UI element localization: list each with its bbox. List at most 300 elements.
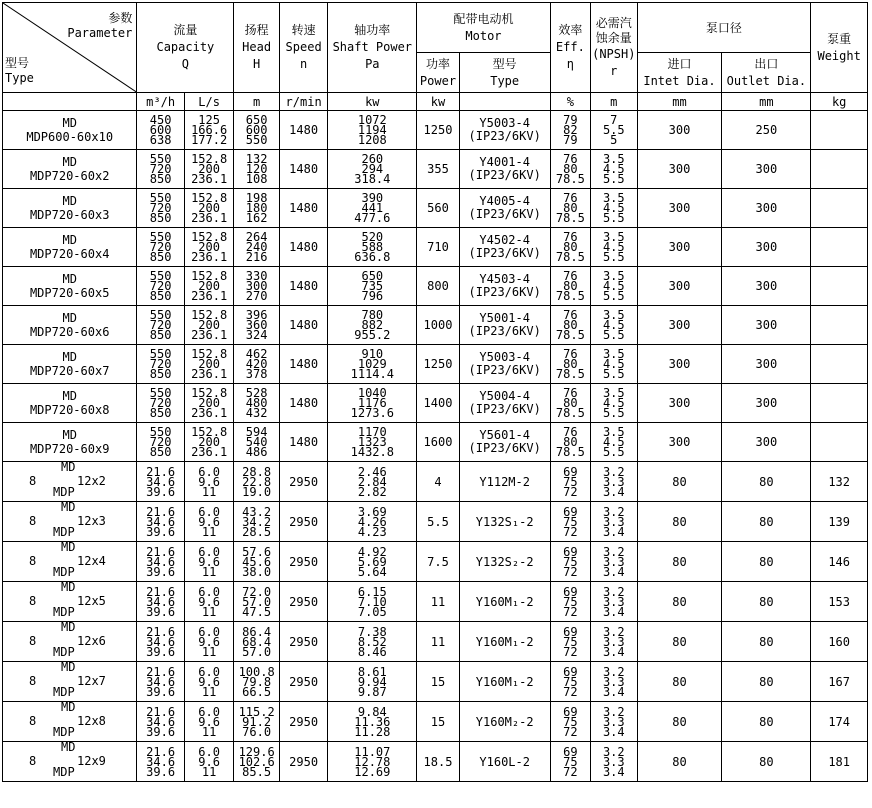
speed-cell: 2950 (279, 462, 328, 502)
speed-cell: 1480 (279, 189, 328, 228)
q1-cell-value: 21.6 (146, 664, 176, 679)
speed-cell: 2950 (279, 502, 328, 542)
weight-cell: 153 (811, 582, 868, 622)
model-cell (3, 423, 137, 462)
speed-sym: n (299, 57, 308, 71)
power-cell: 1000 (417, 306, 459, 345)
motor-type: Y4001-4 (479, 155, 530, 169)
shaft-cell-value: 4.92 (357, 544, 387, 559)
head-cell (234, 189, 279, 228)
eff-cell-value: 75 (563, 754, 578, 769)
q2-cell (184, 622, 234, 662)
q1-cell (137, 345, 184, 384)
head-cell-value: 45.6 (242, 554, 272, 569)
q1-cell (137, 502, 184, 542)
shaft-cell-value: 520 (361, 230, 384, 244)
npsh-cell-value: 5.5 (602, 445, 625, 459)
q1-cell-value: 39.6 (146, 684, 176, 699)
model-size: 12x2 (77, 474, 106, 488)
eff-cell-value: 78.5 (555, 172, 585, 186)
shaft-cell-value: 5.69 (357, 554, 387, 569)
head-cell (234, 622, 279, 662)
eff-cell-value: 69 (563, 504, 578, 519)
shaft-cell-value: 1170 (357, 425, 387, 439)
shaft-cell-value: 5.64 (357, 564, 387, 579)
outlet-cn: 出口 (754, 56, 779, 71)
motor-type: Y4503-4 (479, 272, 530, 286)
q2-cell (184, 189, 234, 228)
head-cell (234, 306, 279, 345)
motor-type-cell (459, 345, 550, 384)
inlet-cell: 300 (637, 228, 722, 267)
q1-cell-value: 850 (149, 172, 172, 186)
q1-cell-value: 550 (149, 152, 172, 166)
model-name: MDP720-60x2 (29, 169, 110, 183)
q2-cell-value: 152.8 (191, 152, 228, 166)
model-name: MDP720-60x4 (29, 247, 110, 261)
weight-cell: 139 (811, 502, 868, 542)
power-cell: 1600 (417, 423, 459, 462)
q1-cell-value: 39.6 (146, 484, 176, 499)
model-prefix: 8 (29, 634, 37, 648)
shaft-cell-value: 11.36 (354, 714, 391, 729)
model-size: 12x7 (77, 674, 106, 688)
q2-cell-value: 236.1 (191, 172, 228, 186)
inlet-header (637, 53, 722, 93)
motor-type-header (459, 53, 550, 93)
q2-cell-value: 6.0 (198, 464, 220, 479)
q2-cell-value: 9.6 (198, 474, 220, 489)
npsh-cell-value: 3.2 (602, 664, 625, 679)
model-cell (3, 702, 137, 742)
npsh-cell (591, 423, 637, 462)
shaft-cell-value: 1072 (357, 113, 387, 127)
model-cell (3, 502, 137, 542)
mtype-en: Type (490, 73, 520, 88)
q2-cell-value: 236.1 (191, 406, 228, 420)
model-name: MDP720-60x8 (29, 403, 110, 417)
q1-cell-value: 34.6 (146, 474, 176, 489)
q1-cell (137, 742, 184, 782)
head-cell-value: 120 (245, 162, 268, 176)
table-row (3, 345, 868, 384)
shaft-cell (328, 542, 417, 582)
eff-cell-value: 80 (563, 279, 578, 293)
model-size: 12x3 (77, 514, 106, 528)
npsh-cell (591, 228, 637, 267)
model-variant: MDP (53, 645, 75, 659)
npsh-cn: 必需汽蚀余量 (595, 15, 632, 45)
q1-cell-value: 550 (149, 230, 172, 244)
npsh-cell-value: 3.4 (602, 724, 625, 739)
eff-cell (550, 384, 590, 423)
model-name: MDP720-60x6 (29, 325, 110, 339)
npsh-cell (591, 742, 637, 782)
speed-cell: 1480 (279, 267, 328, 306)
weight-cell: 160 (811, 622, 868, 662)
shaft-cell (328, 702, 417, 742)
npsh-cell-value: 5.5 (602, 211, 625, 225)
q1-cell-value: 720 (149, 396, 172, 410)
head-cell-value: 38.0 (242, 564, 272, 579)
npsh-en: (NPSH) (592, 46, 636, 61)
model-series: MD (61, 461, 76, 474)
npsh-cell-value: 3.4 (602, 524, 625, 539)
q2-cell (184, 502, 234, 542)
motor-type-cell (459, 189, 550, 228)
q1-cell-value: 720 (149, 162, 172, 176)
model-size: 12x5 (77, 594, 106, 608)
npsh-cell (591, 462, 637, 502)
q1-cell-value: 21.6 (146, 504, 176, 519)
q2-cell-value: 236.1 (191, 211, 228, 225)
head-cell-value: 240 (245, 240, 268, 254)
npsh-cell-value: 4.5 (602, 201, 625, 215)
eff-cell-value: 76 (563, 191, 578, 205)
model-cn: 型号 (5, 56, 30, 70)
head-cell-value: 91.2 (242, 714, 272, 729)
model-cell (3, 384, 137, 423)
eff-cell (550, 228, 590, 267)
eff-cell-value: 76 (563, 425, 578, 439)
q1-cell (137, 306, 184, 345)
model-label (3, 582, 136, 621)
motor-type: Y5003-4 (479, 116, 530, 130)
model-series: MD (61, 541, 76, 554)
q2-cell-value: 200 (198, 162, 220, 176)
weight-cell (811, 384, 868, 423)
head-cell-value: 47.5 (242, 604, 272, 619)
npsh-cell-value: 3.2 (602, 744, 625, 759)
head-cell-value: 432 (245, 406, 268, 420)
q2-cell-value: 9.6 (198, 754, 220, 769)
weight-cell (811, 267, 868, 306)
npsh-cell-value: 7 (610, 113, 618, 127)
npsh-cell-value: 3.3 (602, 714, 625, 729)
power-cell: 18.5 (417, 742, 459, 782)
speed-cell: 1480 (279, 228, 328, 267)
head-cell-value: 180 (245, 201, 268, 215)
q1-cell (137, 662, 184, 702)
q2-cell-value: 9.6 (198, 554, 220, 569)
shaft-cell-value: 2.82 (357, 484, 387, 499)
inlet-cn: 进口 (667, 56, 692, 71)
model-variant: MDP (53, 725, 75, 739)
eff-cell-value: 82 (563, 123, 578, 137)
q1-cell (137, 111, 184, 150)
shaft-cell-value: 12.78 (354, 754, 391, 769)
q2-cell (184, 423, 234, 462)
q1-cell-value: 21.6 (146, 704, 176, 719)
shaft-cell (328, 502, 417, 542)
motor-type-cell: Y160M₂-2 (459, 702, 550, 742)
inlet-cell: 300 (637, 189, 722, 228)
q1-cell-value: 850 (149, 250, 172, 264)
model-prefix: 8 (29, 714, 37, 728)
shaft-cell-value: 780 (361, 308, 384, 322)
npsh-cell-value: 3.3 (602, 594, 625, 609)
inlet-en: Intet Dia. (643, 73, 716, 88)
npsh-cell-value: 5 (610, 133, 618, 147)
q1-cell (137, 622, 184, 662)
capacity-header (137, 3, 234, 93)
model-label (3, 662, 136, 701)
header-diagonal-cell (3, 3, 137, 93)
model-cell (3, 306, 137, 345)
model-prefix: 8 (29, 554, 37, 568)
npsh-cell (591, 384, 637, 423)
model-series: MD (62, 272, 77, 286)
head-cell-value: 108 (245, 172, 268, 186)
eff-cell (550, 502, 590, 542)
model-series: MD (62, 311, 77, 325)
outlet-en: Outlet Dia. (726, 73, 807, 88)
q2-cell-value: 236.1 (191, 250, 228, 264)
outlet-header (722, 53, 811, 93)
eff-cell-value: 69 (563, 664, 578, 679)
shaft-cell-value: 2.84 (357, 474, 387, 489)
outlet-cell: 250 (722, 111, 811, 150)
q1-cell-value: 21.6 (146, 624, 176, 639)
weight-cell (811, 345, 868, 384)
q1-cell-value: 39.6 (146, 764, 176, 779)
motor-protection: (IP23/6KV) (468, 168, 541, 182)
shaft-cell (328, 306, 417, 345)
model-label (3, 622, 136, 661)
motor-type-cell: Y160M₁-2 (459, 622, 550, 662)
head-cell (234, 423, 279, 462)
q2-cell-value: 152.8 (191, 386, 228, 400)
model-series: MD (62, 116, 77, 130)
model-name: MDP720-60x3 (29, 208, 110, 222)
inlet-cell: 300 (637, 345, 722, 384)
head-cell-value: 72.0 (242, 584, 272, 599)
speed-cell: 1480 (279, 423, 328, 462)
q2-cell (184, 742, 234, 782)
model-cell (3, 267, 137, 306)
eff-cell-value: 75 (563, 634, 578, 649)
capacity-en: Capacity (156, 40, 215, 54)
eff-cell-value: 76 (563, 152, 578, 166)
shaft-cell-value: 1323 (357, 435, 387, 449)
shaft-cell-value: 477.6 (354, 211, 391, 225)
npsh-cell-value: 3.2 (602, 544, 625, 559)
q2-cell (184, 702, 234, 742)
eff-cell-value: 72 (563, 564, 578, 579)
model-size: 12x8 (77, 714, 106, 728)
head-cell (234, 150, 279, 189)
q1-cell (137, 384, 184, 423)
model-variant: MDP (53, 605, 75, 619)
q1-cell-value: 720 (149, 357, 172, 371)
eff-sym: η (566, 57, 574, 71)
q2-cell-value: 200 (198, 240, 220, 254)
eff-cell-value: 75 (563, 714, 578, 729)
npsh-cell-value: 3.5 (602, 347, 625, 361)
eff-cell-value: 78.5 (555, 406, 585, 420)
weight-cell: 132 (811, 462, 868, 502)
motor-type-cell (459, 306, 550, 345)
shaft-cell-value: 8.52 (357, 634, 387, 649)
outlet-cell: 80 (722, 702, 811, 742)
head-cell-value: 79.8 (242, 674, 272, 689)
motor-type-cell (459, 150, 550, 189)
table-row (3, 742, 868, 782)
eff-cell-value: 72 (563, 644, 578, 659)
eff-cell-value: 75 (563, 674, 578, 689)
q2-cell (184, 267, 234, 306)
head-cell-value: 57.6 (242, 544, 272, 559)
model-cell (3, 150, 137, 189)
shaft-cell-value: 796 (361, 289, 384, 303)
npsh-cell-value: 3.4 (602, 604, 625, 619)
model-series: MD (61, 701, 76, 714)
npsh-cell (591, 702, 637, 742)
q2-cell-value: 152.8 (191, 269, 228, 283)
npsh-cell-value: 4.5 (602, 318, 625, 332)
eff-cell-value: 78.5 (555, 211, 585, 225)
inlet-cell: 80 (637, 662, 722, 702)
head-cell-value: 270 (245, 289, 268, 303)
shaft-cell (328, 384, 417, 423)
npsh-cell-value: 3.5 (602, 386, 625, 400)
head-cell-value: 66.5 (242, 684, 272, 699)
inlet-cell: 80 (637, 622, 722, 662)
table-row (3, 228, 868, 267)
npsh-cell (591, 502, 637, 542)
head-cell-value: 85.5 (242, 764, 272, 779)
npsh-cell-value: 3.3 (602, 674, 625, 689)
model-cell (3, 111, 137, 150)
unit-head: m (234, 93, 279, 111)
head-cell-value: 28.5 (242, 524, 272, 539)
eff-cell-value: 79 (563, 113, 578, 127)
q1-cell-value: 850 (149, 328, 172, 342)
shaft-cell-value: 1029 (357, 357, 387, 371)
q1-cell-value: 850 (149, 367, 172, 381)
model-prefix: 8 (29, 594, 37, 608)
model-cell (3, 189, 137, 228)
eff-cell-value: 75 (563, 594, 578, 609)
shaft-cell-value: 11.07 (354, 744, 391, 759)
inlet-cell: 80 (637, 742, 722, 782)
outlet-cell: 300 (722, 228, 811, 267)
motor-type: Y5601-4 (479, 428, 530, 442)
head-cell (234, 111, 279, 150)
eff-cell (550, 582, 590, 622)
npsh-cell-value: 3.4 (602, 644, 625, 659)
head-cell-value: 28.8 (242, 464, 272, 479)
inlet-cell: 300 (637, 306, 722, 345)
eff-cell-value: 80 (563, 318, 578, 332)
unit-shaft: kw (328, 93, 417, 111)
model-name: MDP720-60x9 (29, 442, 110, 456)
model-size: 12x4 (77, 554, 106, 568)
outlet-cell: 80 (722, 542, 811, 582)
q2-cell (184, 542, 234, 582)
model-series: MD (62, 155, 77, 169)
npsh-cell-value: 3.3 (602, 514, 625, 529)
npsh-cell-value: 3.2 (602, 464, 625, 479)
model-series: MD (62, 233, 77, 247)
q1-cell (137, 542, 184, 582)
shaft-en: Shaft Power (332, 40, 413, 54)
inlet-cell: 300 (637, 384, 722, 423)
eff-cell-value: 69 (563, 584, 578, 599)
outlet-cell: 80 (722, 662, 811, 702)
q2-cell (184, 384, 234, 423)
q1-cell (137, 423, 184, 462)
head-cell-value: 76.0 (242, 724, 272, 739)
speed-cell: 1480 (279, 384, 328, 423)
shaft-cell (328, 189, 417, 228)
q2-cell-value: 152.8 (191, 347, 228, 361)
motor-type: Y5004-4 (479, 389, 530, 403)
pump-spec-table (2, 2, 868, 782)
motor-type: Y5003-4 (479, 350, 530, 364)
power-cell: 355 (417, 150, 459, 189)
motor-type-cell (459, 267, 550, 306)
unit-npsh: m (591, 93, 637, 111)
shaft-cell-value: 1432.8 (350, 445, 394, 459)
weight-cell: 146 (811, 542, 868, 582)
speed-cell: 1480 (279, 345, 328, 384)
eff-cell-value: 72 (563, 524, 578, 539)
head-cell-value: 528 (245, 386, 268, 400)
model-series: MD (61, 501, 76, 514)
q2-cell-value: 6.0 (198, 664, 220, 679)
q1-cell-value: 21.6 (146, 584, 176, 599)
npsh-cell-value: 5.5 (602, 123, 625, 137)
q2-cell-value: 152.8 (191, 230, 228, 244)
weight-cell (811, 306, 868, 345)
eff-cell (550, 189, 590, 228)
q2-cell-value: 6.0 (198, 544, 220, 559)
q2-cell (184, 662, 234, 702)
npsh-cell-value: 5.5 (602, 406, 625, 420)
head-cell-value: 22.8 (242, 474, 272, 489)
npsh-cell-value: 5.5 (602, 289, 625, 303)
shaft-cell-value: 4.23 (357, 524, 387, 539)
eff-cell (550, 542, 590, 582)
q1-cell-value: 720 (149, 318, 172, 332)
unit-weight: kg (811, 93, 868, 111)
head-cell (234, 228, 279, 267)
motor-type-cell: Y132S₁-2 (459, 502, 550, 542)
eff-cell-value: 69 (563, 744, 578, 759)
shaft-cell-value: 9.84 (357, 704, 387, 719)
q1-cell-value: 34.6 (146, 514, 176, 529)
weight-cell: 181 (811, 742, 868, 782)
q1-cell-value: 39.6 (146, 644, 176, 659)
table-row (3, 384, 868, 423)
q1-cell-value: 34.6 (146, 634, 176, 649)
weight-header (811, 3, 868, 93)
shaft-cell-value: 294 (361, 162, 384, 176)
npsh-cell-value: 5.5 (602, 328, 625, 342)
q2-cell-value: 236.1 (191, 367, 228, 381)
q2-cell-value: 177.2 (191, 133, 228, 147)
model-label (3, 702, 136, 741)
shaft-cell (328, 150, 417, 189)
q1-cell-value: 34.6 (146, 714, 176, 729)
model-prefix: 8 (29, 674, 37, 688)
eff-cell-value: 69 (563, 624, 578, 639)
npsh-cell (591, 542, 637, 582)
head-cell-value: 264 (245, 230, 268, 244)
weight-en: Weight (817, 48, 861, 63)
model-label (3, 742, 136, 781)
